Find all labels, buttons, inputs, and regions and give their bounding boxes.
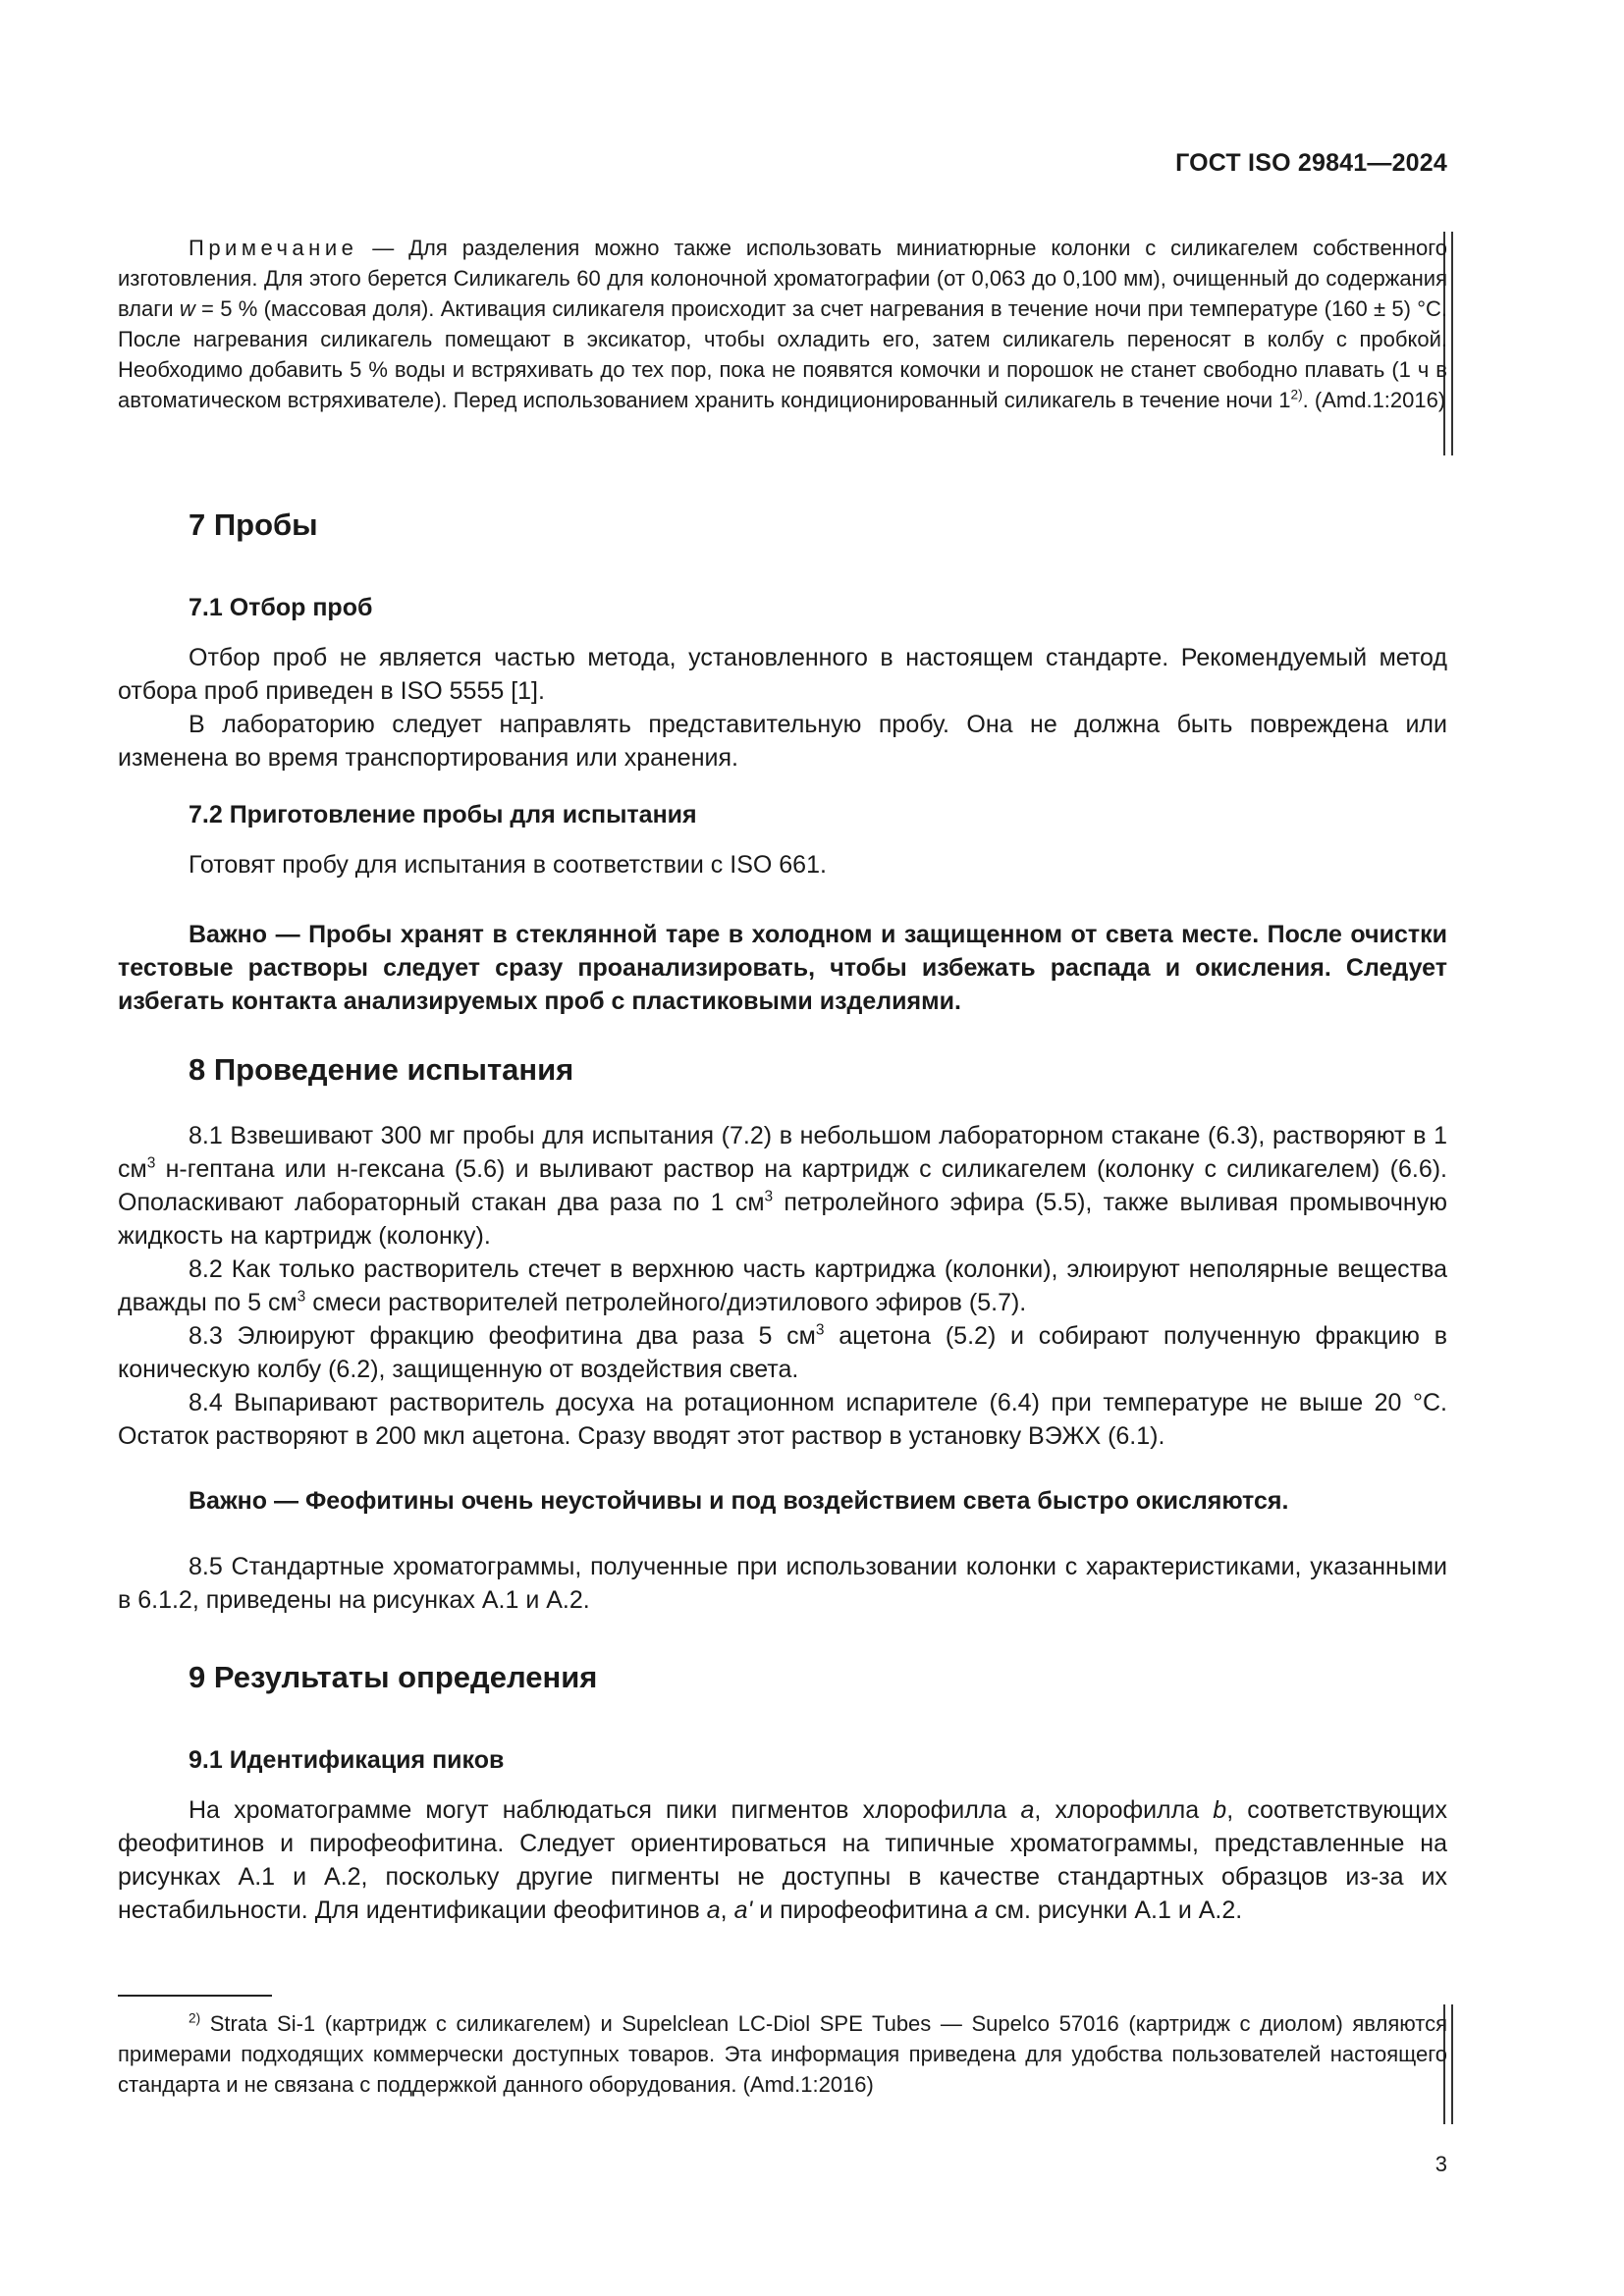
section-7-2-body bbox=[118, 848, 1447, 881]
important-note-7: Важно — Пробы хранят в стеклянной таре в холодном и защищенном от света месте. После очистки тестовые растворы следует сразу проанализировать, чтобы избежать распада и окисления. Следует избегать контакта анализируемых проб с пластиковыми изделиями. bbox=[118, 921, 1447, 1015]
section-8-body bbox=[118, 1119, 1447, 1453]
footnote-marker: 2) bbox=[189, 2010, 201, 2026]
section-7-heading: 7 Пробы bbox=[189, 507, 318, 542]
section-8-heading: 8 Проведение испытания bbox=[189, 1052, 574, 1087]
footnote: $^{2)}$ Strata Si-1 (картридж с силикагелем) и Supelclean LC-Diol SPE Tubes — Supelco 57016 (картридж с диолом) являются примерами подходящих коммерчески доступных товаров. Эта информация приведена для удобства пользователей настоящего стандарта и не связана с поддержкой данного оборудования. (Amd.1:2016) bbox=[118, 2010, 1447, 2097]
section-7-2-heading: 7.2 Приготовление пробы для испытания bbox=[189, 801, 697, 828]
page-number: 3 bbox=[1435, 2152, 1447, 2176]
paragraph: Готовят пробу для испытания в соответствии с ISO 661. bbox=[189, 851, 827, 879]
note-label: Примечание bbox=[189, 236, 358, 260]
section-7-1-heading: 7.1 Отбор проб bbox=[189, 594, 373, 621]
paragraph: В лабораторию следует направлять представительную пробу. Она не должна быть повреждена или изменена во время транспортирования или хранения. bbox=[118, 711, 1447, 772]
section-9-heading: 9 Результаты определения bbox=[189, 1660, 598, 1694]
paragraph-8-5: 8.5 Стандартные хроматограммы, полученные при использовании колонки с характеристиками, указанными в 6.1.2, приведены на рисунках А.1 и А.2. bbox=[118, 1553, 1447, 1614]
section-9-1-body bbox=[118, 1793, 1447, 1927]
important-note-8: Важно — Феофитины очень неустойчивы и под воздействием света быстро окисляются. bbox=[189, 1487, 1289, 1515]
section-7-1-body bbox=[118, 641, 1447, 774]
document-code: ГОСТ ISO 29841—2024 bbox=[1175, 149, 1447, 177]
note-block bbox=[118, 233, 1447, 415]
paragraph-8-1: 8.1 Взвешивают 300 мг пробы для испытания (7.2) в небольшом лабораторном стакане (6.3), растворяют в 1 $см^3$ н-гептана или н-гексана (5.6) и выливают раствор на картридж с силикагелем (колонку с силикагелем) (6.6). Ополаскивают лабораторный стакан два раза по 1 $см^3$ петролейного эфира (5.5), также выливая промывочную жидкость на картридж (колонку). bbox=[118, 1122, 1447, 1250]
section-9-1-heading: 9.1 Идентификация пиков bbox=[189, 1746, 505, 1774]
footnote-ref: 2) bbox=[1290, 387, 1303, 402]
paragraph-8-3: 8.3 Элюируют фракцию феофитина два раза 5 $см^3$ ацетона (5.2) и собирают полученную фракцию в коническую колбу (6.2), защищенную от воздействия света. bbox=[118, 1321, 1447, 1383]
paragraph-8-2: 8.2 Как только растворитель стечет в верхнюю часть картриджа (колонки), элюируют неполярные вещества дважды по 5 $см^3$ смеси растворителей петролейного/диэтилового эфиров (5.7). bbox=[118, 1255, 1447, 1316]
note-paragraph: Примечание — Для разделения можно также использовать миниатюрные колонки с силикагелем собственного изготовления. Для этого берется Силикагель 60 для колоночной хроматографии (от 0,063 до 0,100 мм), очищенный до содержания влаги w = 5 % (массовая доля). Активация силикагеля происходит за счет нагревания в течение ночи при температуре (160 ± 5) °С. После нагревания силикагель помещают в эксикатор, чтобы охладить его, затем силикагель переносят в колбу с пробкой. Необходимо добавить 5 % воды и встряхивать до тех пор, пока не появятся комочки и порошок не станет свободно плавать (1 ч в автоматическом встряхивателе). Перед использованием хранить кондиционированный силикагель в течение ночи 1$^{2)}$. (Amd.1:2016) bbox=[118, 236, 1447, 412]
paragraph: На хроматограмме могут наблюдаться пики пигментов хлорофилла a, хлорофилла b, соответствующих феофитинов и пирофеофитина. Следует ориентироваться на типичные хроматограммы, представленные на рисунках А.1 и А.2, поскольку другие пигменты не доступны в качестве стандартных образцов из-за их нестабильности. Для идентификации феофитинов a, a' и пирофеофитина a см. рисунки А.1 и А.2. bbox=[118, 1796, 1447, 1924]
paragraph-8-4: 8.4 Выпаривают растворитель досуха на ротационном испарителе (6.4) при температуре не выше 20 °С. Остаток растворяют в 200 мкл ацетона. Сразу вводят этот раствор в установку ВЭЖХ (6.1). bbox=[118, 1389, 1447, 1450]
footnote-rule bbox=[118, 1995, 272, 1997]
paragraph: Отбор проб не является частью метода, установленного в настоящем стандарте. Рекомендуемый метод отбора проб приведен в ISO 5555 [1]. bbox=[118, 644, 1447, 705]
